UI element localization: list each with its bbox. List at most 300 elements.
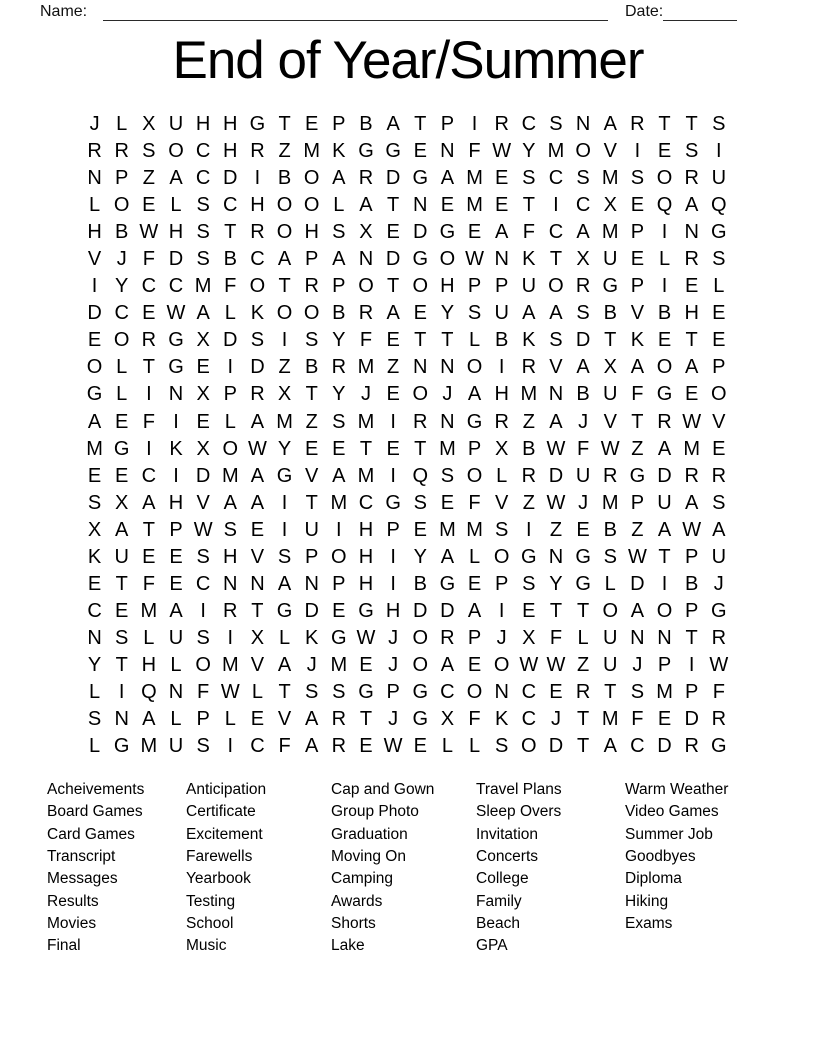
grid-cell: L xyxy=(116,356,128,379)
word-item: Graduation xyxy=(331,825,408,843)
grid-cell: G xyxy=(276,599,293,622)
grid-cell: W xyxy=(546,491,566,514)
grid-cell: H xyxy=(358,518,374,541)
grid-cell: I xyxy=(227,356,234,379)
grid-cell: E xyxy=(467,653,482,676)
grid-cell: T xyxy=(278,681,291,703)
word-item: Travel Plans xyxy=(476,781,562,798)
grid-cell: Z xyxy=(522,491,535,514)
grid-cell: S xyxy=(305,329,319,352)
grid-cell: N xyxy=(548,383,564,406)
grid-cell: H xyxy=(223,113,238,136)
grid-cell: G xyxy=(466,410,483,433)
grid-cell: P xyxy=(305,545,319,568)
grid-cell: T xyxy=(685,626,698,649)
grid-cell: O xyxy=(466,464,483,487)
grid-cell: G xyxy=(711,221,727,244)
word-list-column xyxy=(186,779,266,958)
grid-cell: T xyxy=(359,437,373,460)
grid-cell: U xyxy=(114,545,129,568)
grid-cell: G xyxy=(602,275,619,298)
grid-cell: P xyxy=(495,275,509,298)
grid-cell: C xyxy=(250,735,265,758)
grid-cell: A xyxy=(684,194,699,217)
grid-cell: O xyxy=(656,356,673,379)
grid-cell: E xyxy=(413,302,427,325)
grid-cell: K xyxy=(250,302,265,325)
grid-cell: I xyxy=(661,221,668,244)
grid-cell: O xyxy=(222,437,239,460)
grid-cell: W xyxy=(193,518,213,541)
grid-cell: D xyxy=(385,167,401,190)
grid-cell: D xyxy=(223,167,238,190)
grid-cell: W xyxy=(139,221,159,244)
grid-cell: A xyxy=(657,518,672,541)
grid-cell: V xyxy=(712,410,726,433)
grid-cell: T xyxy=(278,113,291,136)
grid-cell: I xyxy=(91,275,98,298)
grid-cell: I xyxy=(281,518,288,541)
grid-cell: I xyxy=(661,275,668,298)
grid-cell: B xyxy=(305,356,319,379)
grid-cell: T xyxy=(387,194,400,217)
grid-cell: F xyxy=(712,681,725,703)
grid-cell: H xyxy=(304,221,319,244)
grid-cell: N xyxy=(494,248,509,271)
grid-cell: W xyxy=(627,545,647,568)
grid-cell: P xyxy=(115,167,129,190)
grid-cell: I xyxy=(553,194,559,217)
word-item: Concerts xyxy=(476,848,539,866)
grid-cell: T xyxy=(305,491,318,514)
grid-cell: E xyxy=(386,437,400,460)
grid-cell: I xyxy=(146,383,152,406)
word-item: Certificate xyxy=(186,803,256,821)
grid-cell: Z xyxy=(631,518,644,541)
grid-cell: N xyxy=(114,708,129,731)
grid-cell: F xyxy=(549,626,563,649)
grid-cell: L xyxy=(251,681,263,703)
grid-cell: N xyxy=(168,383,184,406)
grid-cell: F xyxy=(468,140,481,163)
grid-cell: W xyxy=(356,626,376,649)
grid-cell: V xyxy=(495,491,509,514)
grid-cell: F xyxy=(631,708,644,731)
grid-cell: N xyxy=(304,572,319,595)
grid-cell: A xyxy=(630,356,645,379)
grid-cell: R xyxy=(331,735,347,758)
grid-cell: C xyxy=(141,464,157,487)
grid-cell: M xyxy=(357,410,375,433)
grid-cell: S xyxy=(576,167,590,190)
grid-cell: P xyxy=(630,221,645,244)
grid-cell: S xyxy=(522,572,536,595)
grid-cell: I xyxy=(471,113,478,136)
grid-cell: K xyxy=(522,329,536,352)
grid-cell: E xyxy=(115,410,129,433)
grid-cell: E xyxy=(467,221,482,244)
grid-cell: W xyxy=(383,735,403,758)
grid-cell: I xyxy=(661,572,668,595)
grid-cell: S xyxy=(87,491,102,514)
grid-cell: I xyxy=(390,572,396,595)
grid-cell: A xyxy=(712,518,726,541)
grid-cell: G xyxy=(412,708,429,731)
grid-cell: M xyxy=(357,464,375,487)
word-list-column xyxy=(476,779,562,958)
grid-cell: N xyxy=(440,140,455,163)
grid-cell: A xyxy=(576,356,590,379)
grid-cell: G xyxy=(168,329,184,352)
grid-cell: N xyxy=(87,626,102,649)
puzzle-title: End of Year/Summer xyxy=(172,31,644,90)
grid-cell: Z xyxy=(387,356,400,379)
grid-cell: B xyxy=(223,248,237,271)
grid-cell: A xyxy=(142,491,156,514)
grid-cell: M xyxy=(86,437,103,460)
grid-cell: E xyxy=(712,437,726,460)
grid-cell: E xyxy=(305,437,319,460)
grid-cell: N xyxy=(630,626,645,649)
grid-cell: D xyxy=(548,735,564,758)
letter-grid xyxy=(81,111,732,760)
grid-cell: E xyxy=(440,491,455,514)
grid-cell: M xyxy=(439,518,456,541)
word-item: Goodbyes xyxy=(625,848,696,866)
grid-cell: H xyxy=(250,194,265,217)
grid-cell: S xyxy=(495,735,509,758)
grid-cell: U xyxy=(168,113,184,136)
grid-cell: L xyxy=(143,626,155,649)
grid-cell: K xyxy=(522,248,536,271)
grid-cell: S xyxy=(332,221,346,244)
grid-cell: A xyxy=(277,248,292,271)
grid-cell: U xyxy=(711,545,727,568)
grid-cell: G xyxy=(629,464,646,487)
grid-cell: B xyxy=(603,302,617,325)
grid-cell: E xyxy=(250,518,265,541)
grid-cell: T xyxy=(142,518,155,541)
grid-cell: J xyxy=(360,383,371,406)
grid-cell: E xyxy=(576,518,590,541)
grid-cell: S xyxy=(440,464,455,487)
grid-cell: J xyxy=(388,708,399,731)
grid-cell: G xyxy=(711,735,727,758)
grid-cell: X xyxy=(87,518,102,541)
grid-cell: A xyxy=(277,572,292,595)
grid-cell: V xyxy=(305,464,319,487)
grid-cell: A xyxy=(332,167,346,190)
grid-cell: W xyxy=(546,653,566,676)
grid-cell: D xyxy=(684,708,699,731)
grid-cell: M xyxy=(466,167,483,190)
grid-cell: A xyxy=(495,221,509,244)
grid-cell: L xyxy=(577,626,589,649)
grid-cell: E xyxy=(657,329,672,352)
grid-cell: I xyxy=(173,410,179,433)
grid-cell: J xyxy=(550,708,561,731)
grid-cell: M xyxy=(221,464,239,487)
word-item: Anticipation xyxy=(186,781,267,798)
grid-cell: A xyxy=(305,735,319,758)
grid-cell: F xyxy=(142,410,155,433)
grid-cell: E xyxy=(413,518,427,541)
grid-cell: M xyxy=(601,708,619,731)
grid-cell: I xyxy=(254,167,261,190)
grid-cell: S xyxy=(712,491,726,514)
grid-cell: E xyxy=(142,545,156,568)
grid-cell: A xyxy=(576,221,590,244)
grid-cell: G xyxy=(276,464,293,487)
grid-cell: Z xyxy=(278,140,291,163)
grid-cell: I xyxy=(716,140,722,163)
grid-cell: X xyxy=(196,437,210,460)
grid-cell: U xyxy=(711,167,727,190)
grid-cell: F xyxy=(142,248,155,271)
grid-cell: O xyxy=(86,356,103,379)
grid-cell: C xyxy=(521,113,537,136)
grid-cell: E xyxy=(359,653,373,676)
grid-cell: N xyxy=(358,248,374,271)
grid-cell: I xyxy=(173,464,179,487)
grid-cell: R xyxy=(331,356,347,379)
grid-cell: E xyxy=(413,140,427,163)
grid-cell: B xyxy=(576,383,590,406)
grid-cell: P xyxy=(386,681,400,703)
grid-cell: U xyxy=(575,464,591,487)
grid-cell: Z xyxy=(522,410,535,433)
grid-cell: M xyxy=(194,275,212,298)
grid-cell: P xyxy=(305,248,319,271)
grid-cell: B xyxy=(657,302,672,325)
grid-cell: W xyxy=(492,140,512,163)
grid-cell: N xyxy=(657,626,672,649)
grid-cell: G xyxy=(575,572,591,595)
grid-cell: L xyxy=(170,653,182,676)
date-blank-line xyxy=(663,2,737,21)
grid-cell: Y xyxy=(413,545,427,568)
grid-cell: I xyxy=(390,464,396,487)
grid-cell: O xyxy=(276,194,293,217)
grid-cell: G xyxy=(385,491,401,514)
grid-cell: E xyxy=(522,599,536,622)
grid-cell: I xyxy=(336,518,342,541)
grid-cell: D xyxy=(195,464,211,487)
grid-cell: S xyxy=(196,221,210,244)
grid-cell: G xyxy=(575,545,591,568)
grid-cell: R xyxy=(575,681,591,703)
grid-cell: I xyxy=(227,735,234,758)
grid-cell: O xyxy=(195,653,211,676)
grid-cell: T xyxy=(522,194,535,217)
grid-cell: G xyxy=(521,545,537,568)
grid-cell: J xyxy=(578,410,589,433)
grid-cell: R xyxy=(114,140,129,163)
grid-cell: E xyxy=(657,140,672,163)
grid-cell: G xyxy=(656,383,673,406)
grid-cell: Y xyxy=(549,572,563,595)
grid-cell: Y xyxy=(277,437,292,460)
grid-cell: V xyxy=(549,356,563,379)
grid-cell: S xyxy=(332,681,346,703)
grid-cell: E xyxy=(495,194,509,217)
grid-cell: A xyxy=(440,653,455,676)
word-item: Family xyxy=(476,892,522,910)
grid-cell: D xyxy=(575,329,591,352)
grid-cell: N xyxy=(223,572,238,595)
grid-cell: O xyxy=(113,329,130,352)
grid-cell: E xyxy=(386,221,400,244)
grid-cell: T xyxy=(604,329,617,352)
word-item: School xyxy=(186,915,234,933)
grid-cell: I xyxy=(390,545,396,568)
grid-cell: E xyxy=(332,599,346,622)
grid-cell: O xyxy=(575,140,591,163)
grid-cell: S xyxy=(196,248,210,271)
word-item: Movies xyxy=(47,915,97,933)
grid-cell: F xyxy=(224,275,237,298)
grid-cell: R xyxy=(684,167,699,190)
grid-cell: E xyxy=(467,572,482,595)
word-item: Transcript xyxy=(47,848,116,866)
grid-cell: U xyxy=(603,248,618,271)
grid-cell: C xyxy=(440,681,455,703)
grid-cell: K xyxy=(87,545,102,568)
grid-cell: U xyxy=(603,653,618,676)
grid-cell: A xyxy=(169,599,183,622)
grid-cell: H xyxy=(440,275,455,298)
grid-cell: T xyxy=(278,275,291,298)
grid-cell: T xyxy=(576,599,590,622)
grid-cell: W xyxy=(166,302,186,325)
grid-cell: E xyxy=(712,329,726,352)
grid-cell: U xyxy=(494,302,509,325)
grid-cell: N xyxy=(168,681,184,703)
grid-cell: J xyxy=(89,113,100,136)
grid-cell: D xyxy=(223,329,238,352)
grid-cell: T xyxy=(224,221,237,244)
grid-cell: T xyxy=(631,410,644,433)
grid-cell: O xyxy=(358,275,374,298)
grid-cell: B xyxy=(359,113,373,136)
grid-cell: X xyxy=(603,356,617,379)
grid-cell: P xyxy=(332,275,346,298)
grid-cell: W xyxy=(709,653,729,676)
grid-cell: S xyxy=(576,302,590,325)
grid-cell: T xyxy=(414,329,427,352)
grid-cell: A xyxy=(522,302,536,325)
grid-cell: O xyxy=(249,275,266,298)
word-item: College xyxy=(476,870,529,888)
grid-cell: A xyxy=(386,113,400,136)
grid-cell: C xyxy=(521,681,537,703)
grid-cell: M xyxy=(466,194,483,217)
grid-cell: A xyxy=(142,708,156,731)
grid-cell: T xyxy=(685,329,698,352)
grid-cell: R xyxy=(250,221,265,244)
grid-cell: L xyxy=(89,681,101,703)
grid-cell: V xyxy=(250,653,265,676)
grid-cell: N xyxy=(575,113,591,136)
grid-cell: J xyxy=(116,248,127,271)
grid-cell: T xyxy=(115,572,128,595)
grid-cell: G xyxy=(86,383,103,406)
grid-cell: I xyxy=(281,329,288,352)
grid-cell: M xyxy=(140,599,158,622)
grid-cell: G xyxy=(439,572,456,595)
grid-cell: A xyxy=(332,464,346,487)
grid-cell: H xyxy=(358,572,374,595)
grid-cell: A xyxy=(359,194,373,217)
word-item: Acheivements xyxy=(47,781,145,798)
grid-cell: A xyxy=(549,302,563,325)
word-item: Warm Weather xyxy=(625,781,729,798)
grid-cell: W xyxy=(247,437,267,460)
grid-cell: M xyxy=(656,681,673,703)
grid-cell: B xyxy=(413,572,427,595)
grid-cell: U xyxy=(521,275,537,298)
grid-cell: D xyxy=(168,248,184,271)
grid-cell: M xyxy=(276,410,293,433)
grid-cell: O xyxy=(412,275,429,298)
grid-cell: R xyxy=(521,464,537,487)
grid-cell: E xyxy=(87,464,102,487)
grid-cell: E xyxy=(549,681,563,703)
grid-cell: S xyxy=(115,626,129,649)
grid-cell: E xyxy=(630,194,645,217)
grid-cell: O xyxy=(493,545,510,568)
grid-cell: N xyxy=(684,221,699,244)
grid-cell: L xyxy=(116,113,128,136)
grid-cell: Y xyxy=(87,653,102,676)
word-item: Camping xyxy=(331,870,394,888)
grid-cell: V xyxy=(277,708,292,731)
word-item: Shorts xyxy=(331,915,376,933)
grid-cell: F xyxy=(468,491,481,514)
grid-cell: P xyxy=(657,653,672,676)
grid-cell: L xyxy=(116,383,128,406)
grid-cell: X xyxy=(196,329,210,352)
grid-cell: G xyxy=(358,140,374,163)
grid-cell: X xyxy=(277,383,292,406)
grid-cell: I xyxy=(118,681,125,703)
grid-cell: N xyxy=(250,572,265,595)
word-item: Moving On xyxy=(331,848,406,866)
grid-cell: A xyxy=(332,248,346,271)
grid-cell: R xyxy=(358,302,374,325)
grid-cell: R xyxy=(684,248,699,271)
word-item: Results xyxy=(47,892,99,910)
grid-cell: Q xyxy=(711,194,727,217)
grid-cell: C xyxy=(168,275,184,298)
grid-cell: M xyxy=(221,653,239,676)
grid-cell: E xyxy=(196,356,210,379)
grid-cell: A xyxy=(87,410,102,433)
grid-cell: G xyxy=(358,681,374,703)
grid-cell: O xyxy=(548,275,564,298)
grid-cell: A xyxy=(305,708,319,731)
grid-cell: D xyxy=(630,572,645,595)
grid-cell: E xyxy=(386,329,400,352)
grid-cell: A xyxy=(684,491,699,514)
grid-cell: O xyxy=(711,383,727,406)
grid-cell: S xyxy=(277,545,292,568)
grid-cell: M xyxy=(601,167,619,190)
grid-cell: S xyxy=(332,410,346,433)
grid-cell: B xyxy=(277,167,292,190)
grid-cell: X xyxy=(522,626,536,649)
grid-cell: H xyxy=(358,545,374,568)
